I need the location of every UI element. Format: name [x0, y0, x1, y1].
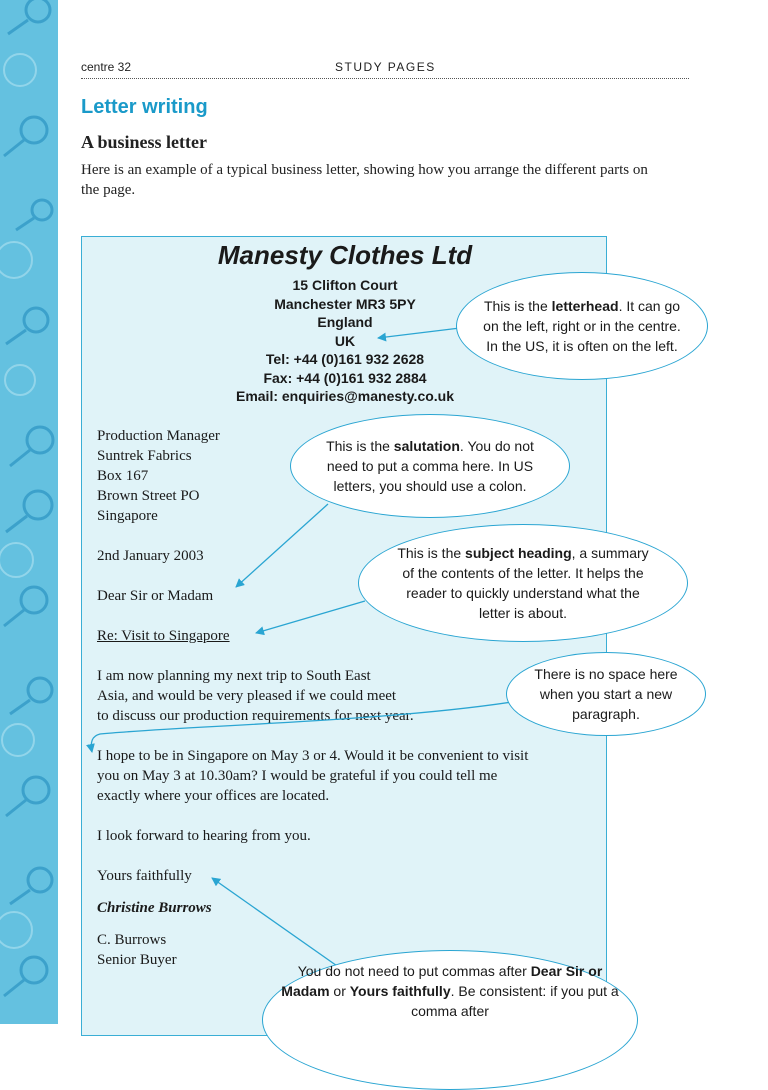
recipient-line: Suntrek Fabrics — [97, 448, 192, 464]
address-line: 15 Clifton Court — [292, 277, 398, 293]
decorative-side-strip — [0, 0, 58, 1024]
letter-salutation: Dear Sir or Madam — [97, 588, 214, 604]
sender-name: C. Burrows — [97, 932, 167, 948]
page-title: Letter writing — [81, 96, 208, 118]
sender-title: Senior Buyer — [97, 952, 177, 968]
letterhead-address — [195, 276, 495, 406]
recipient-line: Box 167 — [97, 468, 149, 484]
fax-line: Fax: +44 (0)161 932 2884 — [263, 369, 427, 386]
paragraph-line: exactly where your offices are located. — [97, 788, 330, 804]
recipient-line: Singapore — [97, 508, 158, 524]
paragraph-callout: There is no space here when you start a new paragraph. — [506, 652, 706, 736]
section-label: STUDY PAGES — [335, 60, 436, 74]
magnifier-pattern-icon — [0, 0, 58, 1024]
paragraph-line: Asia, and would be very pleased if we could meet — [97, 688, 397, 704]
paragraph-line: to discuss our production requirements for next year. — [97, 708, 414, 724]
commas-callout: You do not need to put commas after Dear Sir or Madam or Yours faithfully. Be consistent: if you put a comma after — [262, 950, 638, 1090]
address-line: England — [317, 314, 373, 330]
email-line: Email: enquiries@manesty.co.uk — [235, 388, 455, 404]
letter-closing: Yours faithfully — [97, 868, 192, 884]
subject-heading-callout: This is the subject heading, a summary of the contents of the letter. It helps the reader to quickly understand what the letter is about. — [358, 524, 688, 642]
address-line: UK — [334, 332, 356, 349]
company-name: Manesty Clothes Ltd — [217, 240, 473, 270]
letter-subject: Re: Visit to Singapore — [97, 628, 230, 644]
letterhead-callout: This is the letterhead. It can go on the left, right or in the centre. In the US, it is often on the left. — [456, 272, 708, 380]
signature: Christine Burrows — [97, 900, 212, 916]
letter-date: 2nd January 2003 — [97, 548, 204, 564]
salutation-callout: This is the salutation. You do not need to put a comma here. In US letters, you should use a colon. — [290, 414, 570, 518]
recipient-line: Brown Street PO — [97, 488, 200, 504]
paragraph-line: I look forward to hearing from you. — [97, 828, 311, 844]
paragraph-line: I hope to be in Singapore on May 3 or 4. Would it be convenient to visit — [97, 748, 529, 764]
running-header — [81, 60, 689, 79]
subtitle: A business letter — [81, 132, 207, 152]
page-number: centre 32 — [81, 60, 132, 74]
address-line: Manchester MR3 5PY — [274, 295, 416, 312]
recipient-line: Production Manager — [97, 428, 220, 444]
paragraph-line: you on May 3 at 10.30am? I would be grateful if you could tell me — [97, 768, 498, 784]
phone-line: Tel: +44 (0)161 932 2628 — [265, 351, 425, 367]
intro-text: Here is an example of a typical business letter, showing how you arrange the different parts on the page. — [81, 162, 648, 198]
paragraph-line: I am now planning my next trip to South East — [97, 668, 371, 684]
